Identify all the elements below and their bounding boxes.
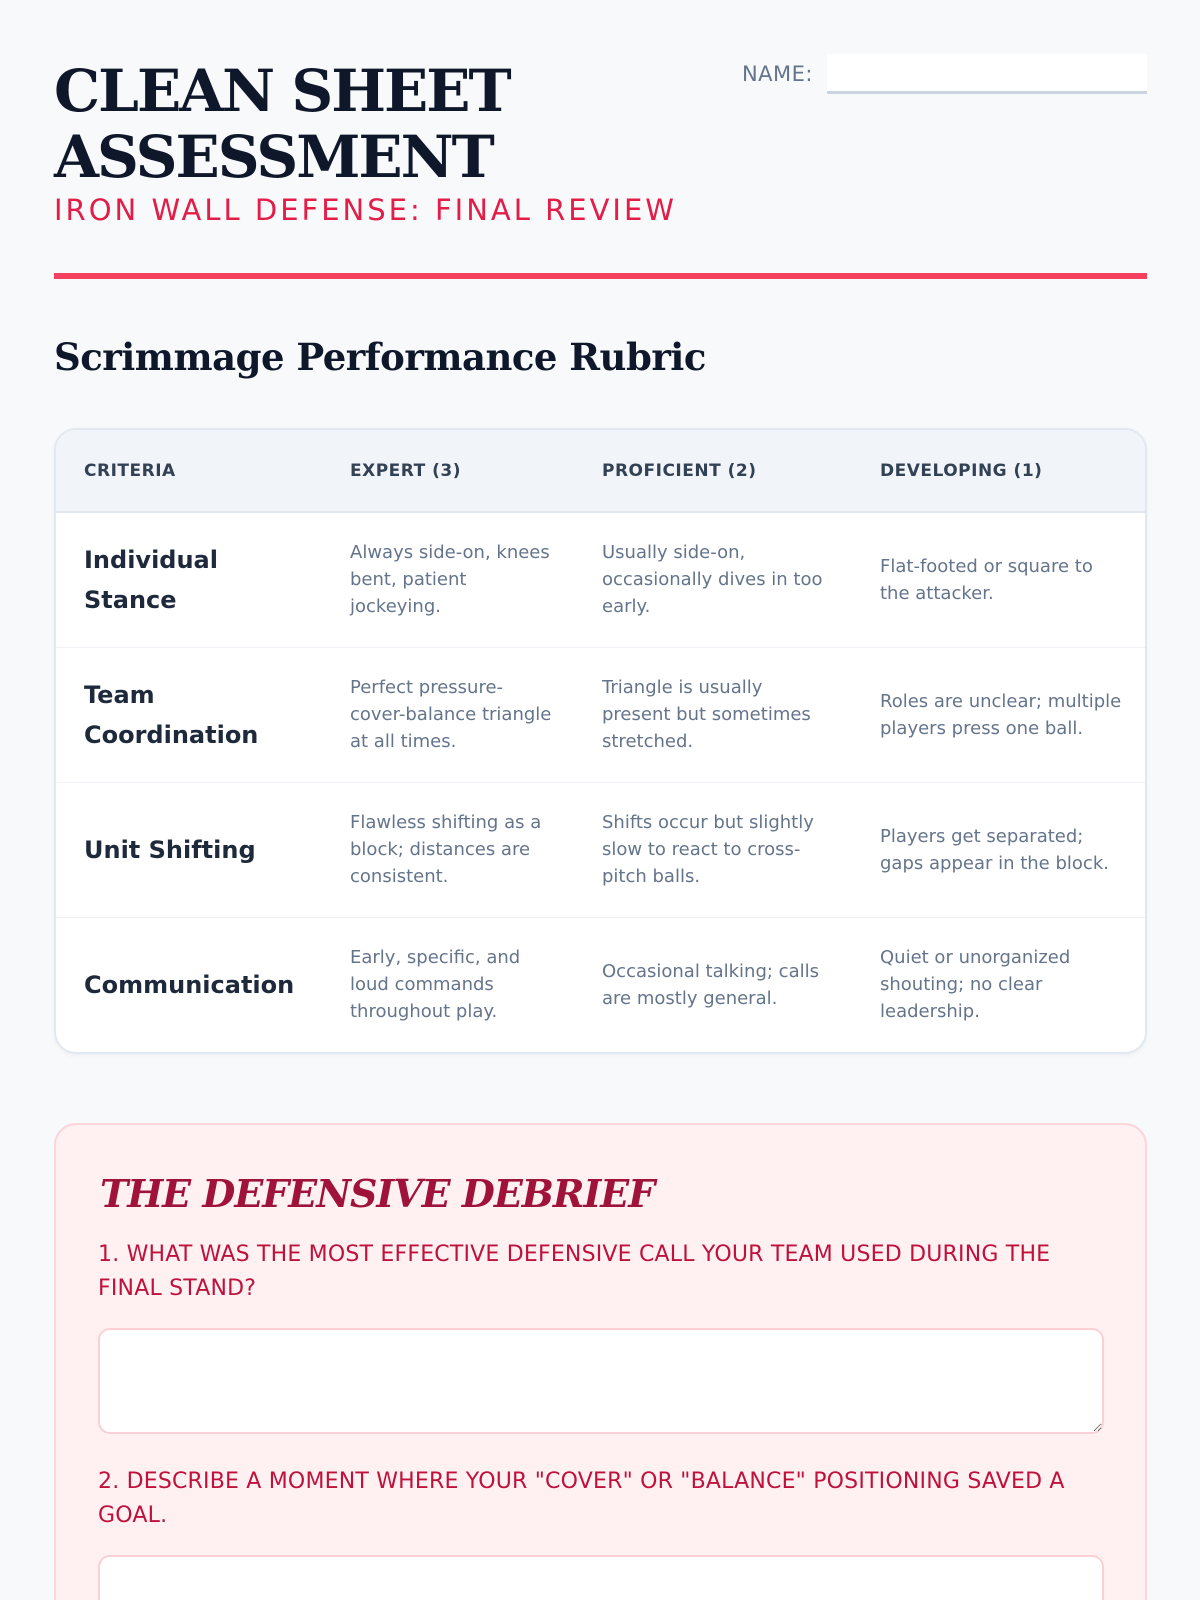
developing-cell: Players get separated; gaps appear in the block. [852,782,1147,917]
page-title: CLEAN SHEET ASSESSMENT [54,57,510,191]
column-header-criteria: CRITERIA [56,430,322,512]
debrief-question-1: 1. WHAT WAS THE MOST EFFECTIVE DEFENSIVE CALL YOUR TEAM USED DURING THE FINAL STAND? [98,1242,1051,1301]
debrief-answer-2[interactable] [98,1555,1104,1600]
expert-cell: Flawless shifting as a block; distances are consistent. [322,782,574,917]
header-divider [54,273,1147,279]
rubric-table [56,430,1147,1052]
criteria-cell: Communication [84,970,295,999]
table-row [56,917,1147,1052]
table-row [56,512,1147,647]
name-input[interactable] [827,54,1147,94]
proficient-cell: Shifts occur but slightly slow to react to cross-pitch balls. [574,782,852,917]
proficient-cell: Occasional talking; calls are mostly general. [602,960,819,1009]
name-field-group [742,54,1147,94]
developing-cell: Roles are unclear; multiple players press one ball. [852,647,1147,782]
debrief-panel [54,1123,1147,1600]
debrief-answer-1[interactable] [98,1328,1104,1434]
debrief-title: THE DEFENSIVE DEBRIEF [100,1171,655,1216]
developing-cell: Flat-footed or square to the attacker. [852,512,1147,647]
rubric-table-card [54,428,1147,1054]
debrief-question-2: 2. DESCRIBE A MOMENT WHERE YOUR "COVER" OR "BALANCE" POSITIONING SAVED A GOAL. [98,1469,1065,1528]
expert-cell: Perfect pressure-cover-balance triangle at all times. [322,647,574,782]
criteria-cell: Unit Shifting [56,782,322,917]
page-subtitle: IRON WALL DEFENSE: FINAL REVIEW [54,193,677,227]
developing-cell: Quiet or unorganized shouting; no clear leadership. [880,947,1071,1023]
column-header-developing: DEVELOPING (1) [852,430,1147,512]
column-header-expert: EXPERT (3) [322,430,574,512]
proficient-cell: Triangle is usually present but sometimes stretched. [574,647,852,782]
rubric-section-title: Scrimmage Performance Rubric [54,335,706,379]
column-header-proficient: PROFICIENT (2) [574,430,852,512]
table-row [56,782,1147,917]
criteria-cell: Individual Stance [56,512,322,647]
assessment-page [54,0,1147,1528]
table-row [56,647,1147,782]
expert-cell: Always side-on, knees bent, patient jockeying. [322,512,574,647]
name-label: NAME: [741,62,813,86]
page-header [54,0,1147,282]
expert-cell: Early, specific, and loud commands throughout play. [350,947,521,1023]
rubric-header-row [56,430,1147,512]
proficient-cell: Usually side-on, occasionally dives in too early. [574,512,852,647]
criteria-cell: Team Coordination [56,647,322,782]
